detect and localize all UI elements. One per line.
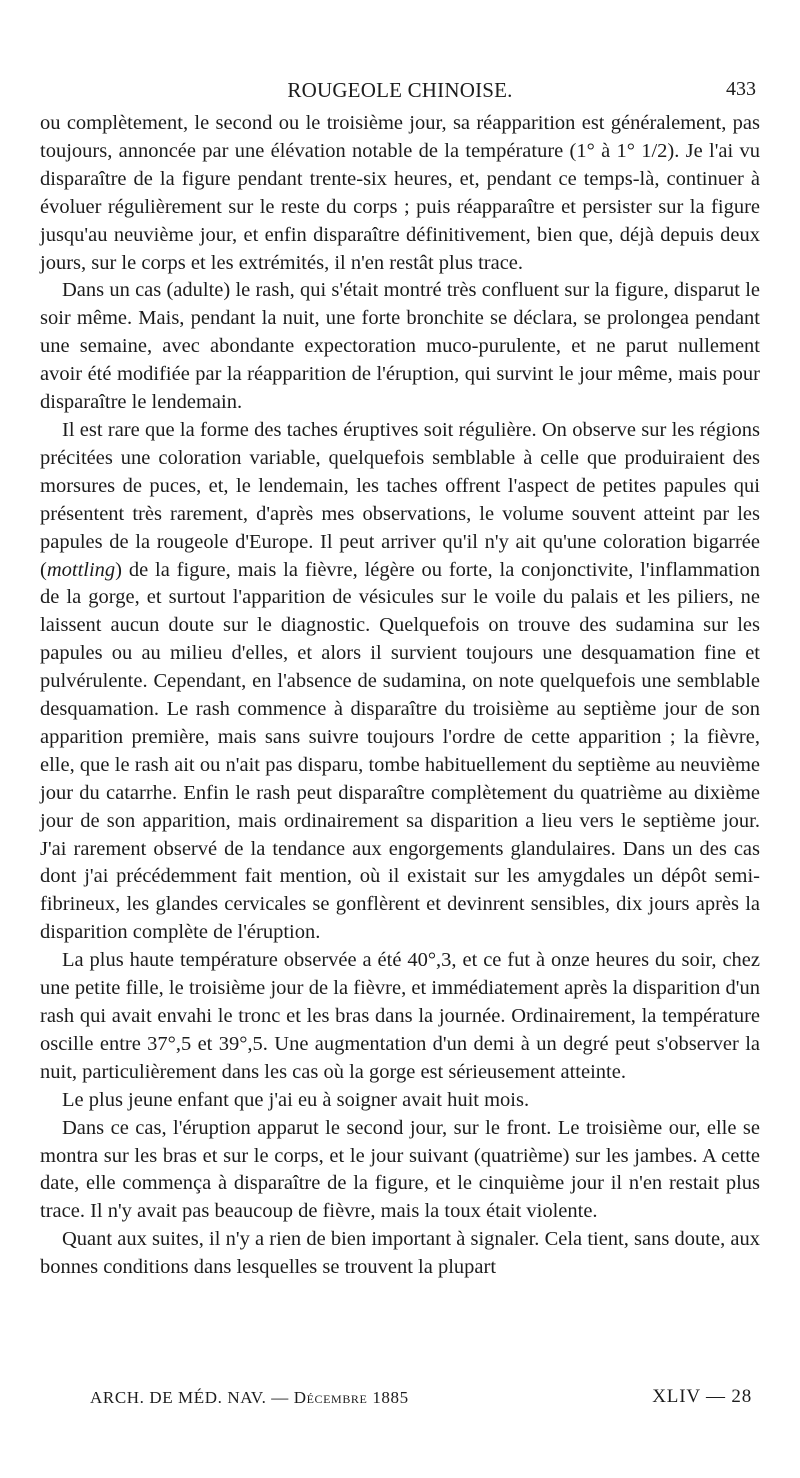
paragraph — [40, 1087, 760, 1115]
paragraph — [40, 417, 760, 947]
text-run: ) de la figure, mais la fièvre, légère ou forte, la conjonctivite, l'inflammation de la gorge, et surtout l'apparition de vésicules sur le voile du palais et les piliers, ne laissent aucun doute sur le diagnostic. Quelquefois on trouve des sudamina sur les papules ou au milieu d'elles, et alors il survient toujours une desquamation fine et pulvérulente. Cependant, en l'absence de sudamina, on note quelquefois une semblable desquamation. Le rash commence à disparaître du troisième au septième jour de son apparition première, mais sans suivre toujours l'ordre de cette apparition ; la fièvre, elle, que le rash ait ou n'ait pas disparu, tombe habituellement du septième au neuvième jour du catarrhe. Enfin le rash peut disparaître complètement du quatrième au dixième jour de son apparition, mais ordinairement sa disparition a lieu vers le septième jour. J'ai rarement observé de la tendance aux engorgements glandulaires. Dans un des cas dont j'ai précédemment fait mention, où il existait sur les amygdales un dépôt semi-fibrineux, les glandes cervicales se gonflèrent et devinrent sensibles, dix jours après la disparition complète de l'éruption. — [40, 558, 760, 944]
page-footer — [90, 1388, 752, 1412]
italic-term: mottling — [46, 558, 116, 581]
text-run: Dans ce cas, l'éruption apparut le second jour, sur le front. Le troisième our, elle se montra sur les bras et sur le corps, et le jour suivant (quatrième) sur les jambes. A cette date, elle commença à disparaître de la figure, et le cinquième jour il n'en restait plus trace. Il n'y avait pas beaucoup de fièvre, mais la toux était violente. — [40, 1116, 760, 1223]
paragraph — [40, 1226, 760, 1282]
running-title: ROUGEOLE CHINOISE. — [287, 78, 513, 102]
text-run: ou complètement, le second ou le troisième jour, sa réapparition est généralement, pas toujours, annoncée par une élévation notable de la température (1° à 1° 1/2). Je l'ai vu disparaître de la figure pendant trente-six heures, et, pendant ce temps-là, continuer à évoluer régulièrement sur le reste du corps ; puis réapparaître et persister sur la figure jusqu'au neuvième jour, et enfin disparaître définitivement, bien que, déjà depuis deux jours, sur le corps et les extrémités, il n'en restât plus trace. — [40, 112, 760, 274]
paragraph — [40, 1115, 760, 1227]
signature-mark: XLIV — 28 — [652, 1386, 752, 1407]
text-run: Il est rare que la forme des taches éruptives soit régulière. On observe sur les régions précitées une coloration variable, quelquefois semblable à celle que produiraient des morsures de puces, et, le lendemain, les taches offrent l'aspect de petites papules qui présentent très rarement, d'après mes observations, le volume souvent atteint par les papules de la rougeole d'Europe. Il peut arriver qu'il n'y ait qu'une coloration bigarrée ( — [40, 418, 760, 581]
journal-citation: ARCH. DE MÉD. NAV. — Décembre 1885 — [90, 1388, 409, 1407]
text-run: Quant aux suites, il n'y a rien de bien important à signaler. Cela tient, sans doute, aux bonnes conditions dans lesquelles se trouvent la plupart — [40, 1228, 760, 1279]
text-run: La plus haute température observée a été 40°,3, et ce fut à onze heures du soir, chez une petite fille, le troisième jour de la fièvre, et immédiatement après la disparition d'un rash qui avait envahi le tronc et les bras dans la journée. Ordinairement, la température oscille entre 37°,5 et 39°,5. Une augmentation d'un demi à un degré peut s'observer la nuit, particulièrement dans les cas où la gorge est sérieusement atteinte. — [40, 949, 760, 1083]
running-head — [40, 78, 760, 102]
body-text — [40, 110, 760, 1282]
text-run: Dans un cas (adulte) le rash, qui s'était montré très confluent sur la figure, disparut le soir même. Mais, pendant la nuit, une forte bronchite se déclara, se prolongea pendant une semaine, avec abondante expectoration muco-purulente, et ne parut nullement avoir été modifiée par la réapparition de l'éruption, qui survint le jour même, mais pour disparaître le lendemain. — [40, 279, 760, 414]
page-number: 433 — [726, 78, 756, 100]
paragraph — [40, 110, 760, 277]
paragraph — [40, 947, 760, 1087]
text-run: Le plus jeune enfant que j'ai eu à soigner avait huit mois. — [62, 1088, 530, 1111]
paragraph — [40, 277, 760, 417]
